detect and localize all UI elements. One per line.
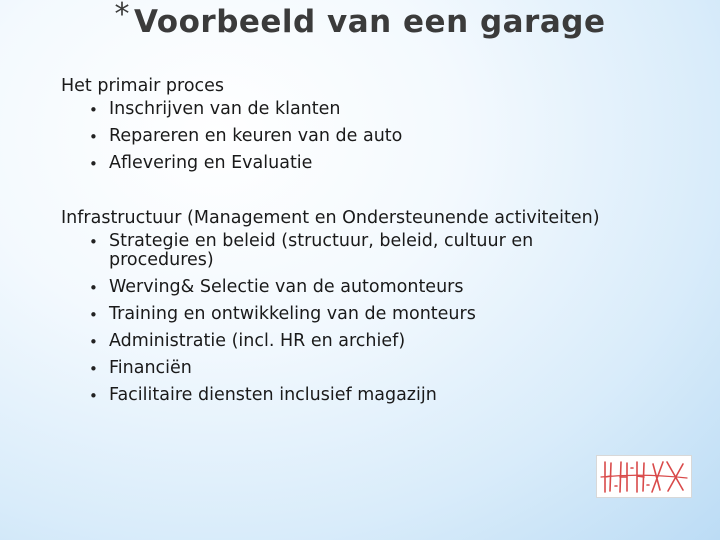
primary-process-section: [61, 74, 402, 181]
bullet-icon: •: [89, 279, 98, 297]
bullet-icon: •: [89, 101, 98, 119]
list-item: • Inschrijven van de klanten: [89, 99, 341, 119]
title-text: Voorbeeld van een garage: [134, 4, 606, 40]
bullet-icon: •: [89, 128, 98, 146]
section-heading: Infrastructuur (Management en Ondersteunende activiteiten): [61, 208, 600, 228]
red-handwritten-logo-icon: [597, 456, 691, 497]
bullet-icon: •: [89, 306, 98, 324]
list-item: • Financiën: [89, 358, 192, 378]
bullet-list: [61, 100, 402, 173]
list-item: • Training en ontwikkeling van de monteurs: [89, 304, 476, 324]
list-item: • Administratie (incl. HR en archief): [89, 331, 406, 351]
list-item: • Aflevering en Evaluatie: [89, 153, 313, 173]
list-item: • Repareren en keuren van de auto: [89, 126, 403, 146]
slide-title: [0, 0, 720, 40]
bullet-icon: •: [89, 333, 98, 351]
list-item: • Werving& Selectie van de automonteurs: [89, 277, 464, 297]
infrastructure-section: [61, 206, 600, 413]
bullet-icon: •: [89, 233, 98, 251]
bullet-icon: •: [89, 155, 98, 173]
bullet-icon: •: [89, 387, 98, 405]
list-item: • Facilitaire diensten inclusief magazijn: [89, 385, 437, 405]
bullet-list: [61, 232, 600, 405]
bullet-icon: •: [89, 360, 98, 378]
list-item: • Strategie en beleid (structuur, beleid, cultuur en procedures): [89, 231, 534, 270]
title-asterisk: *: [114, 0, 131, 32]
section-heading: Het primair proces: [61, 76, 225, 96]
logo-image: [596, 455, 692, 498]
